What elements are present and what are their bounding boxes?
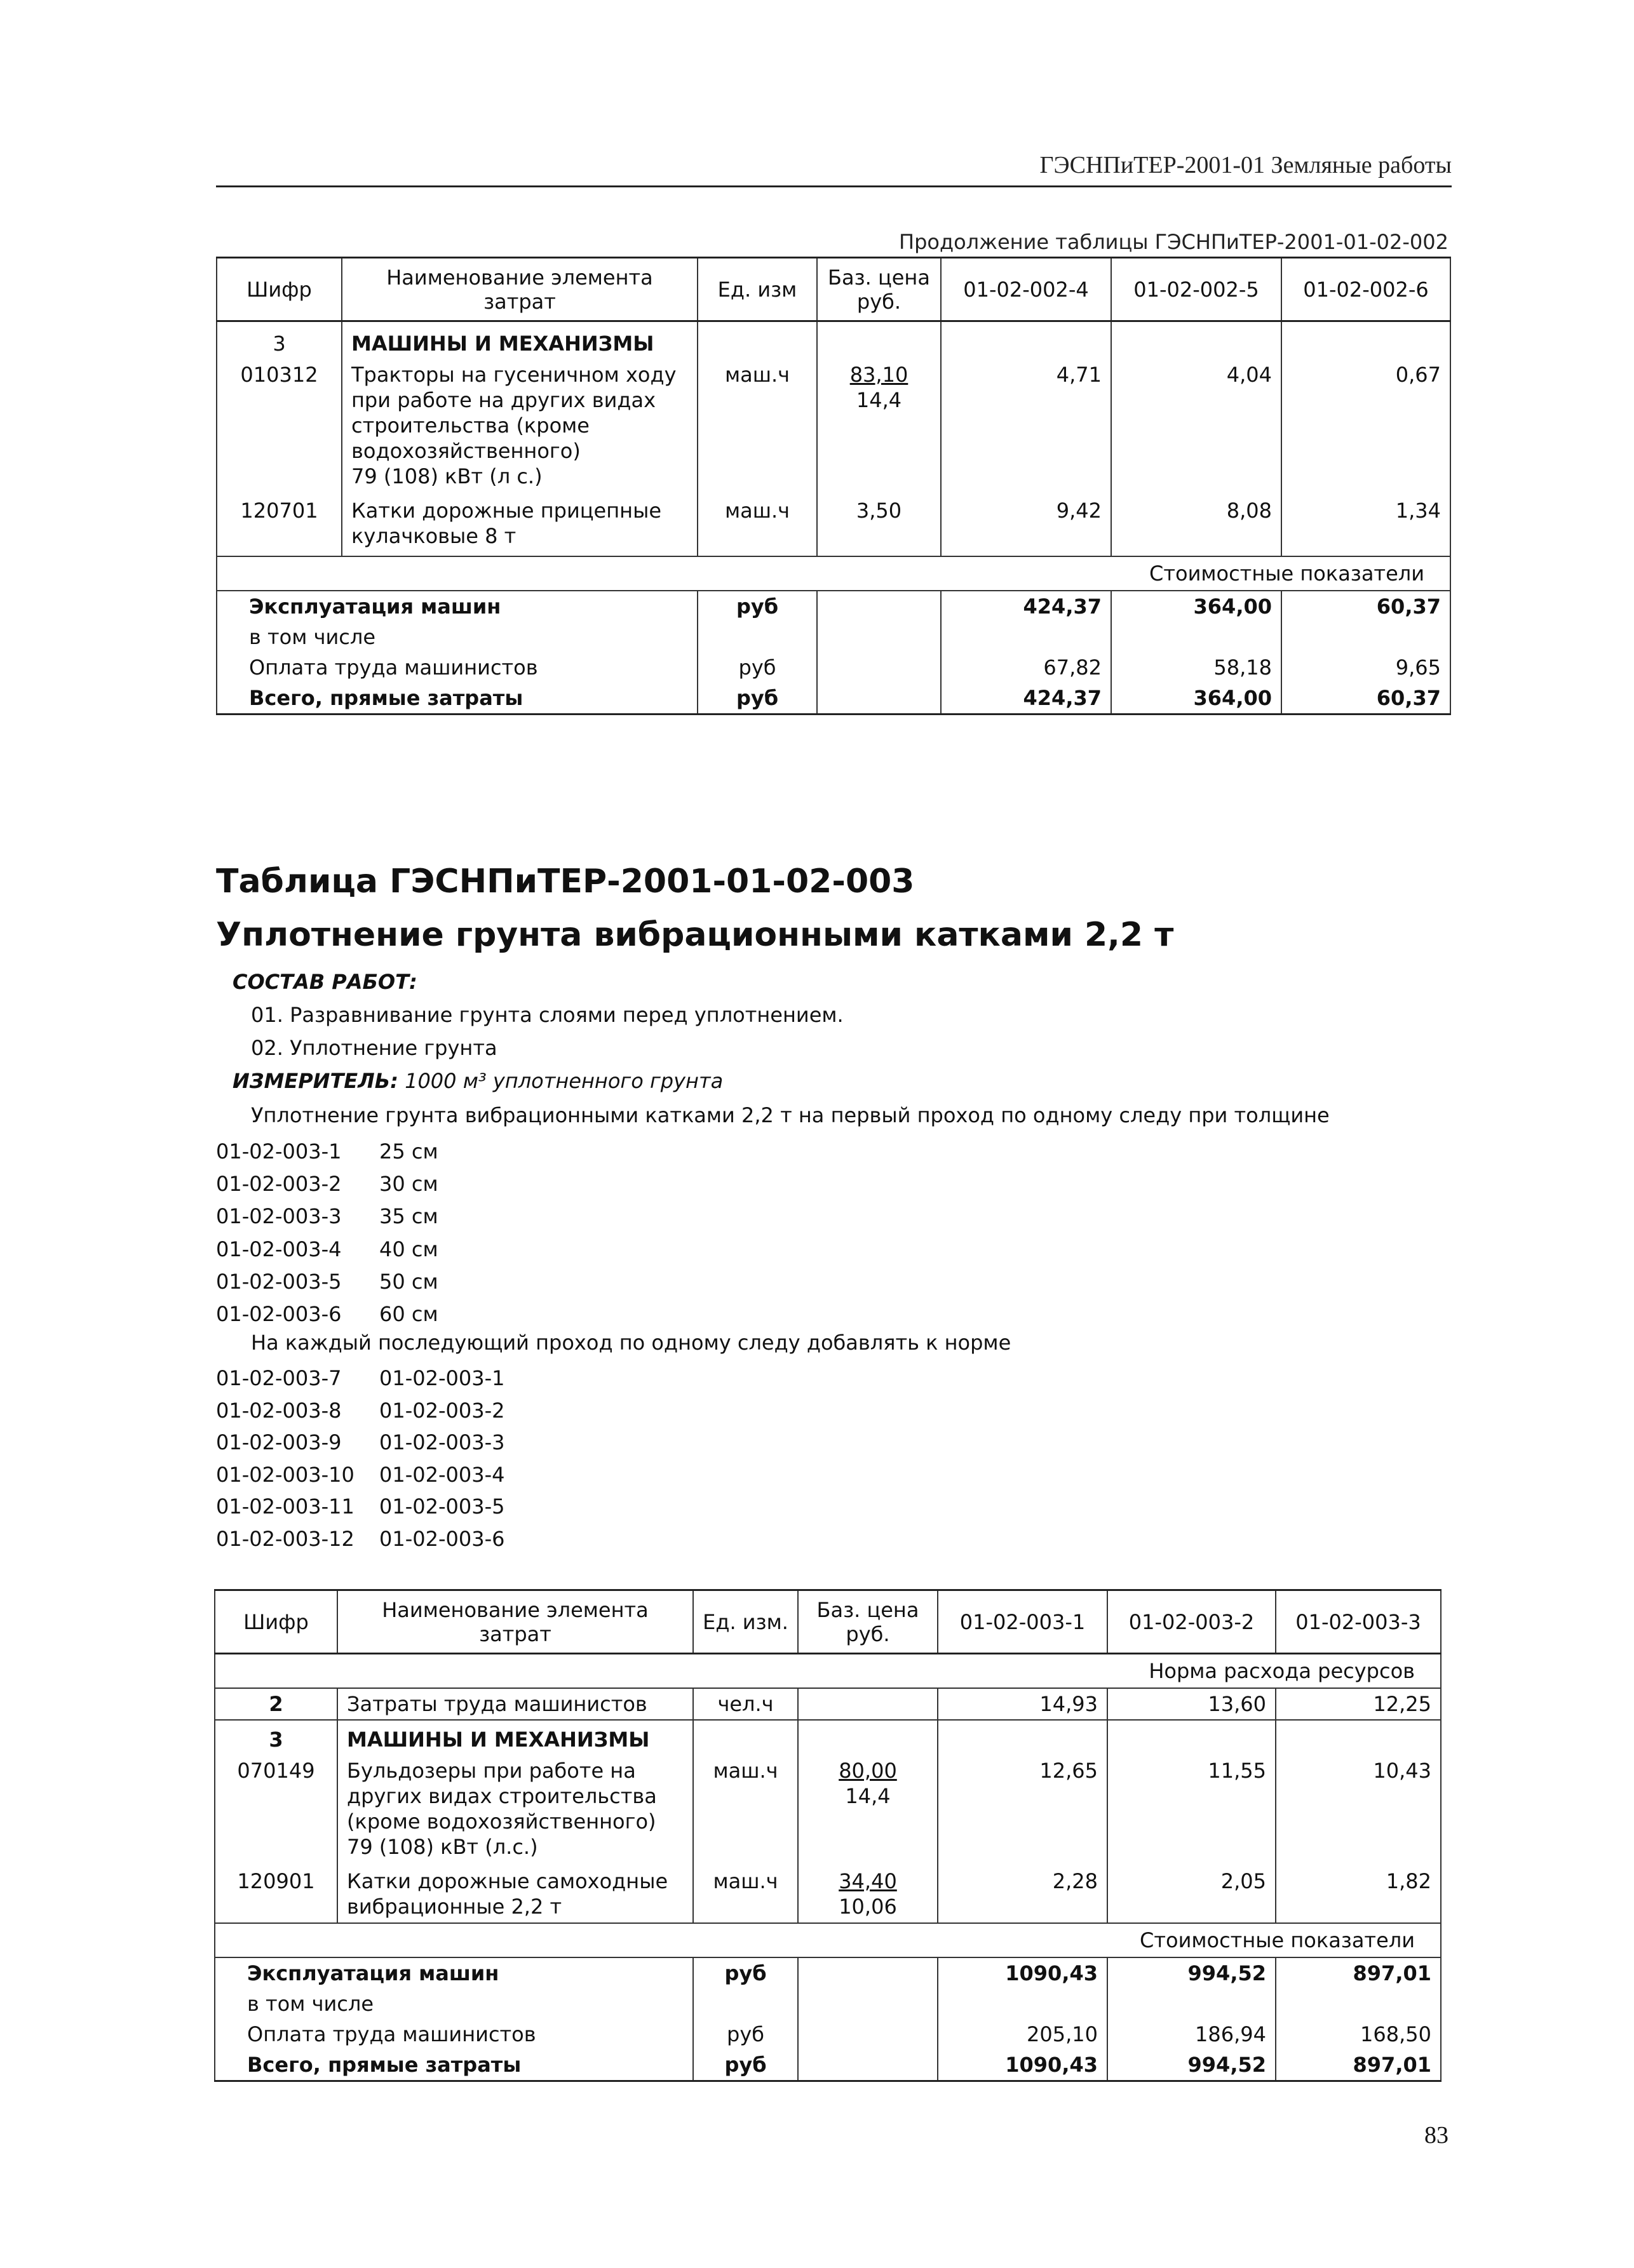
norm-code: 01-02-003-4	[216, 1237, 342, 1261]
table-section-row	[217, 321, 1450, 359]
row-price: 83,10	[849, 362, 908, 387]
column-header: 01-02-002-6	[1281, 258, 1450, 321]
list-item	[216, 1523, 505, 1555]
description: Уплотнение грунта вибрационными катками 2,2 т на первый проход по одному следу при толщине	[251, 1103, 1330, 1127]
row-code: 070149	[215, 1755, 337, 1866]
norm-code: 01-02-003-2	[216, 1172, 342, 1197]
norm-thickness: 50 см	[379, 1269, 438, 1294]
row-value: 11,55	[1107, 1755, 1276, 1866]
row-price: 80,00	[839, 1759, 897, 1783]
norm-reference: 01-02-003-6	[379, 1526, 505, 1551]
cost-label: Оплата труда машинистов	[215, 2019, 693, 2050]
row-value: 9,42	[941, 495, 1111, 556]
cost-label: Всего, прямые затраты	[217, 683, 698, 715]
cost-row	[217, 683, 1450, 715]
cost-label: в том числе	[217, 622, 698, 652]
norm-thickness: 30 см	[379, 1172, 438, 1197]
row-price-sub: 14,4	[856, 387, 902, 412]
norm-reference: 01-02-003-3	[379, 1430, 505, 1455]
column-header: 01-02-002-5	[1111, 258, 1281, 321]
norm-code: 01-02-003-12	[216, 1526, 354, 1551]
cost-label: Всего, прямые затраты	[215, 2050, 693, 2081]
list-item	[216, 1233, 438, 1266]
row-value: 12,25	[1276, 1688, 1441, 1720]
column-header: Наименование элемента затрат	[337, 1590, 693, 1654]
table-title: Таблица ГЭСНПиТЕР-2001-01-02-003	[216, 862, 915, 901]
list-item	[216, 1362, 505, 1395]
row-name: Тракторы на гусеничном ходу при работе на других видах строительства (кроме водохозяйственного) 79 (108) кВт (л с.)	[342, 359, 698, 495]
row-price: 3,50	[817, 495, 941, 556]
cost-value: 994,52	[1107, 2050, 1276, 2081]
header-rule	[216, 185, 1452, 187]
row-value: 4,71	[941, 359, 1111, 495]
table-subtitle: Уплотнение грунта вибрационными катками 2,2 т	[216, 916, 1174, 954]
table-row	[215, 1755, 1441, 1866]
column-header: Ед. изм.	[693, 1590, 798, 1654]
row-value: 8,08	[1111, 495, 1281, 556]
norm-code: 01-02-003-6	[216, 1302, 342, 1327]
row-price-sub: 14,4	[845, 1784, 891, 1808]
table-row	[217, 359, 1450, 495]
row-unit: маш.ч	[693, 1866, 798, 1923]
cost-value: 1090,43	[938, 1957, 1107, 1989]
table-row	[217, 495, 1450, 556]
norm-reference: 01-02-003-5	[379, 1494, 505, 1519]
column-header: 01-02-002-4	[941, 258, 1111, 321]
row-value: 2,28	[938, 1866, 1107, 1923]
list-item	[216, 1168, 438, 1200]
row-code: 010312	[217, 359, 342, 495]
row-unit: чел.ч	[693, 1688, 798, 1720]
norm-thickness: 35 см	[379, 1204, 438, 1229]
row-price-sub: 10,06	[839, 1895, 897, 1919]
norm-code: 01-02-003-11	[216, 1494, 354, 1519]
list-item	[216, 1426, 505, 1459]
cost-value: 60,37	[1281, 591, 1450, 622]
section-title: МАШИНЫ И МЕХАНИЗМЫ	[342, 321, 698, 359]
cost-row	[217, 652, 1450, 683]
column-header: Баз. цена руб.	[817, 258, 941, 321]
cost-value: 60,37	[1281, 683, 1450, 715]
cost-unit: руб	[698, 683, 817, 715]
cost-row	[215, 2050, 1441, 2081]
row-unit: маш.ч	[698, 359, 817, 495]
norm-reference: 01-02-003-1	[379, 1366, 505, 1390]
cost-value: 1090,43	[938, 2050, 1107, 2081]
cost-value: 205,10	[938, 2019, 1107, 2050]
cost-value: 364,00	[1111, 683, 1281, 715]
row-name: Бульдозеры при работе на других видах строительства (кроме водохозяйственного) 79 (108) кВт (л.с.)	[337, 1755, 693, 1866]
cost-label: Эксплуатация машин	[215, 1957, 693, 1989]
norm-thickness: 40 см	[379, 1237, 438, 1261]
column-header: 01-02-003-1	[938, 1590, 1107, 1654]
column-header: Баз. цена руб.	[798, 1590, 938, 1654]
cost-value: 58,18	[1111, 652, 1281, 683]
row-name: Затраты труда машинистов	[337, 1688, 693, 1720]
row-value: 1,34	[1281, 495, 1450, 556]
cost-row	[217, 591, 1450, 622]
row-name: Катки дорожные самоходные вибрационные 2,2 т	[337, 1866, 693, 1923]
table-header-row	[215, 1590, 1441, 1654]
row-value: 10,43	[1276, 1755, 1441, 1866]
cost-row	[215, 1989, 1441, 2019]
norm-code: 01-02-003-10	[216, 1462, 354, 1487]
cost-value: 897,01	[1276, 2050, 1441, 2081]
cost-band-row	[217, 556, 1450, 591]
row-price: 34,40	[839, 1869, 897, 1893]
cost-value: 994,52	[1107, 1957, 1276, 1989]
cost-row	[215, 1957, 1441, 1989]
norm-reference: 01-02-003-2	[379, 1398, 505, 1423]
cost-band-row	[215, 1923, 1441, 1957]
column-header: Ед. изм	[698, 258, 817, 321]
work-label: СОСТАВ РАБОТ:	[233, 970, 417, 994]
cost-unit: руб	[693, 1957, 798, 1989]
norm-band-row	[215, 1654, 1441, 1689]
resource-table-003	[214, 1589, 1442, 2082]
table-continuation-note: Продолжение таблицы ГЭСНПиТЕР-2001-01-02-002	[899, 230, 1448, 254]
list-item	[216, 1136, 438, 1168]
meter-label: ИЗМЕРИТЕЛЬ:	[233, 1069, 398, 1093]
list-item	[216, 1459, 505, 1491]
table-row	[215, 1866, 1441, 1923]
cost-row	[217, 622, 1450, 652]
column-header: Наименование элемента затрат	[342, 258, 698, 321]
column-header: Шифр	[215, 1590, 337, 1654]
norm-code: 01-02-003-3	[216, 1204, 342, 1229]
row-value: 1,82	[1276, 1866, 1441, 1923]
list-item	[216, 1491, 505, 1523]
meter-line	[233, 1068, 723, 1094]
running-header: ГЭСНПиТЕР-2001-01 Земляные работы	[1039, 152, 1452, 178]
column-header: 01-02-003-3	[1276, 1590, 1441, 1654]
section-code: 3	[215, 1720, 337, 1755]
row-name: Катки дорожные прицепные кулачковые 8 т	[342, 495, 698, 556]
cost-label: Эксплуатация машин	[217, 591, 698, 622]
norm-thickness: 60 см	[379, 1302, 438, 1327]
table-row	[215, 1688, 1441, 1720]
cost-unit: руб	[693, 2019, 798, 2050]
cost-unit: руб	[693, 2050, 798, 2081]
row-value: 4,04	[1111, 359, 1281, 495]
row-unit: маш.ч	[698, 495, 817, 556]
norm-code: 01-02-003-9	[216, 1430, 342, 1455]
norm-reference: 01-02-003-4	[379, 1462, 505, 1487]
norm-code: 01-02-003-8	[216, 1398, 342, 1423]
cost-unit: руб	[698, 591, 817, 622]
norm-code-list	[216, 1136, 438, 1331]
cost-value: 364,00	[1111, 591, 1281, 622]
norm-code: 01-02-003-7	[216, 1366, 342, 1390]
cost-value: 897,01	[1276, 1957, 1441, 1989]
section-title: МАШИНЫ И МЕХАНИЗМЫ	[337, 1720, 693, 1755]
row-unit: маш.ч	[693, 1755, 798, 1866]
section-code: 3	[217, 321, 342, 359]
list-item	[216, 1395, 505, 1427]
additional-code-list	[216, 1362, 505, 1555]
list-item	[216, 1266, 438, 1298]
table-header-row	[217, 258, 1450, 321]
cost-value: 424,37	[941, 683, 1111, 715]
cost-value: 9,65	[1281, 652, 1450, 683]
cost-value: 424,37	[941, 591, 1111, 622]
work-item: 02. Уплотнение грунта	[251, 1036, 497, 1060]
row-code: 2	[215, 1688, 337, 1720]
norm-code: 01-02-003-1	[216, 1139, 342, 1164]
norm-thickness: 25 см	[379, 1139, 438, 1164]
work-item: 01. Разравнивание грунта слоями перед уплотнением.	[251, 1003, 844, 1027]
row-code: 120701	[217, 495, 342, 556]
cost-row	[215, 2019, 1441, 2050]
row-value: 12,65	[938, 1755, 1107, 1866]
column-header: 01-02-003-2	[1107, 1590, 1276, 1654]
table-section-row	[215, 1720, 1441, 1755]
cost-value: 67,82	[941, 652, 1111, 683]
cost-unit: руб	[698, 652, 817, 683]
row-value: 2,05	[1107, 1866, 1276, 1923]
cost-band-label: Стоимостные показатели	[217, 556, 1450, 591]
list-item	[216, 1200, 438, 1233]
row-code: 120901	[215, 1866, 337, 1923]
cost-value: 186,94	[1107, 2019, 1276, 2050]
cost-value: 168,50	[1276, 2019, 1441, 2050]
page-number: 83	[1424, 2122, 1448, 2149]
meter-value: 1000 м³ уплотненного грунта	[405, 1069, 724, 1093]
cost-label: Оплата труда машинистов	[217, 652, 698, 683]
list-item	[216, 1298, 438, 1331]
additional-note: На каждый последующий проход по одному следу добавлять к норме	[251, 1331, 1011, 1355]
row-value: 14,93	[938, 1688, 1107, 1720]
norm-code: 01-02-003-5	[216, 1269, 342, 1294]
norm-band-label: Норма расхода ресурсов	[215, 1654, 1441, 1689]
cost-band-label: Стоимостные показатели	[215, 1923, 1441, 1957]
cost-label: в том числе	[215, 1989, 693, 2019]
row-value: 0,67	[1281, 359, 1450, 495]
resource-table-002	[216, 257, 1451, 715]
column-header: Шифр	[217, 258, 342, 321]
row-value: 13,60	[1107, 1688, 1276, 1720]
